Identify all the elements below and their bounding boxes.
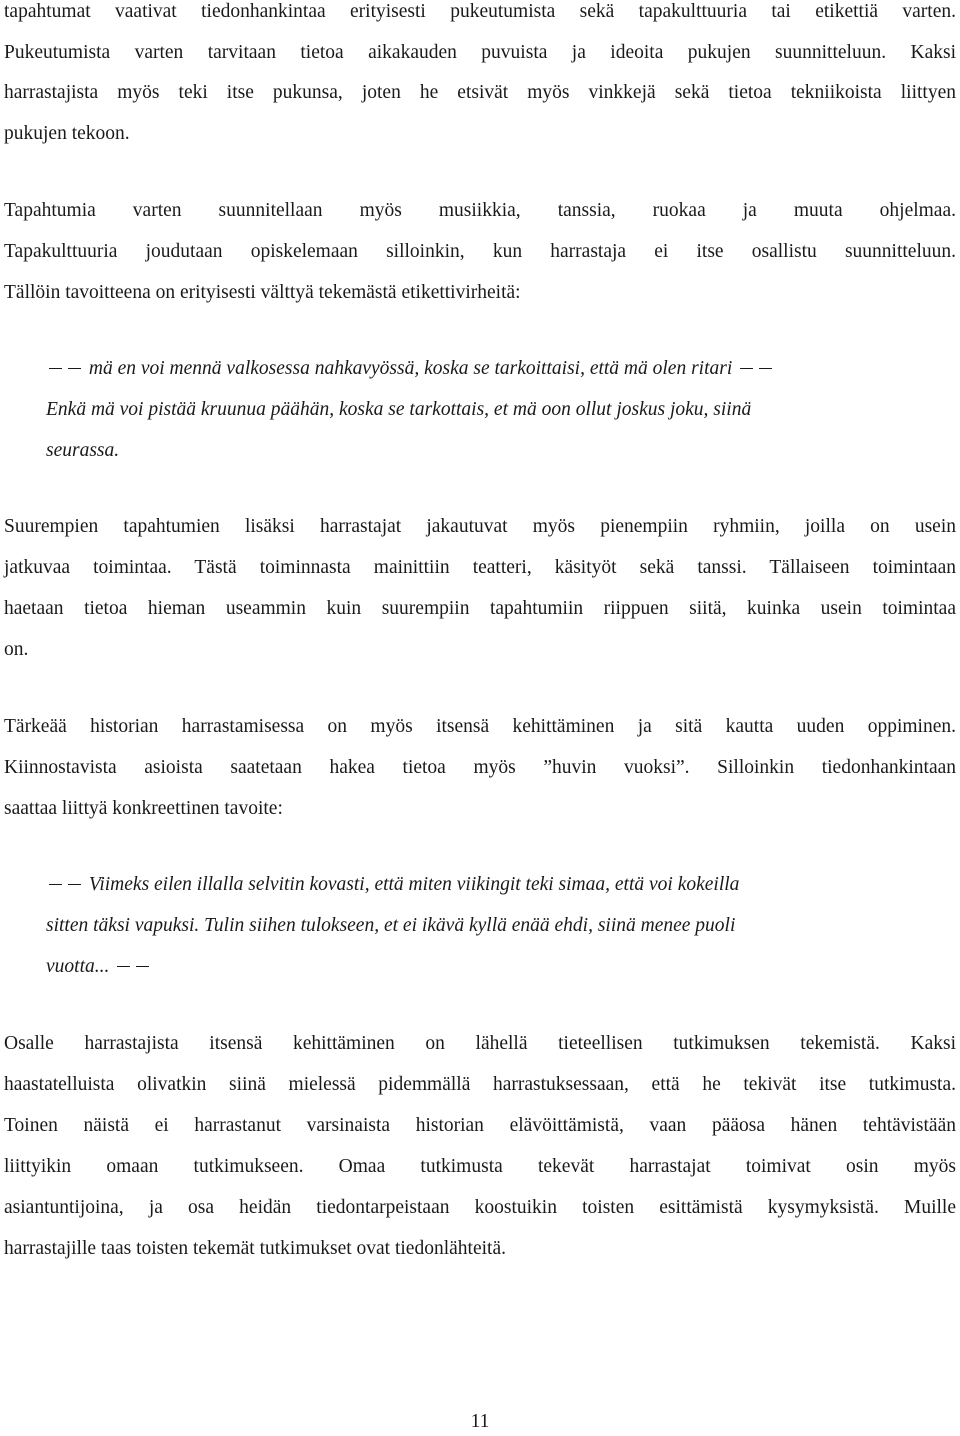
paragraph-1-line-1: tapahtumat vaativat tiedonhankintaa erityisesti pukeutumista sekä tapakulttuuria tai etikettiä varten. — [4, 1, 956, 22]
paragraph-5-line-3: Toinen näistä ei harrastanut varsinaista historian elävöittämistä, vaan pääosa hänen tehtävistään — [4, 1115, 956, 1136]
dash-mark — [136, 966, 149, 967]
paragraph-5-line-2: haastatelluista olivatkin siinä mielessä pidemmällä harrastuksessaan, että he tekivät itse tutkimusta. — [4, 1074, 956, 1095]
paragraph-3-line-4: on. — [4, 639, 29, 660]
page-number: 11 — [470, 1411, 490, 1432]
paragraph-3-line-3: haetaan tietoa hieman useammin kuin suurempiin tapahtumiin riippuen siitä, kuinka usein toimintaa — [4, 598, 956, 619]
paragraph-1-line-4: pukujen tekoon. — [4, 123, 130, 144]
paragraph-1-line-3: harrastajista myös teki itse pukunsa, joten he etsivät myös vinkkejä sekä tietoa tekniikoista liittyen — [4, 82, 956, 103]
dash-mark — [117, 966, 130, 967]
quote-2-line-1-text: Viimeks eilen illalla selvitin kovasti, että miten viikingit teki simaa, että voi kokeilla — [88, 874, 740, 895]
quote-1-line-3: seurassa. — [46, 440, 120, 461]
paragraph-1-line-2: Pukeutumista varten tarvitaan tietoa aikakauden puvuista ja ideoita pukujen suunnitteluun. Kaksi — [4, 42, 956, 63]
paragraph-3-line-1: Suurempien tapahtumien lisäksi harrastajat jakautuvat myös pienempiin ryhmiin, joilla on usein — [4, 516, 956, 537]
dash-mark — [49, 884, 62, 885]
dash-mark — [759, 368, 772, 369]
quote-1-line-2: Enkä mä voi pistää kruunua päähän, koska se tarkottais, et mä oon ollut joskus joku, siinä — [46, 399, 752, 420]
paragraph-3-line-2: jatkuvaa toimintaa. Tästä toiminnasta mainittiin teatteri, käsityöt sekä tanssi. Tällaiseen toimintaan — [4, 557, 956, 578]
paragraph-5-line-5: asiantuntijoina, ja osa heidän tiedontarpeistaan koostuikin toisten esittämistä kysymyksistä. Muille — [4, 1197, 956, 1218]
paragraph-2-line-1: Tapahtumia varten suunnitellaan myös musiikkia, tanssia, ruokaa ja muuta ohjelmaa. — [4, 200, 956, 221]
paragraph-5-line-1: Osalle harrastajista itsensä kehittäminen on lähellä tieteellisen tutkimuksen tekemistä. Kaksi — [4, 1033, 956, 1054]
quote-2-line-3 — [46, 955, 152, 979]
quote-2-line-2: sitten täksi vapuksi. Tulin siihen tulokseen, et ei ikävä kyllä enää ehdi, siinä menee puoli — [46, 915, 736, 936]
quote-2-line-3-text: vuotta... — [46, 956, 110, 977]
dash-mark — [68, 884, 81, 885]
paragraph-4-line-1: Tärkeää historian harrastamisessa on myös itsensä kehittäminen ja sitä kautta uuden oppiminen. — [4, 716, 956, 737]
quote-1-line-1 — [46, 357, 775, 381]
dash-mark — [49, 368, 62, 369]
paragraph-4-line-3: saattaa liittyä konkreettinen tavoite: — [4, 798, 283, 819]
paragraph-5-line-6: harrastajille taas toisten tekemät tutkimukset ovat tiedonlähteitä. — [4, 1238, 506, 1259]
paragraph-5-line-4: liittyikin omaan tutkimukseen. Omaa tutkimusta tekevät harrastajat toimivat osin myös — [4, 1156, 956, 1177]
paragraph-2-line-3: Tällöin tavoitteena on erityisesti välttyä tekemästä etikettivirheitä: — [4, 282, 521, 303]
paragraph-2-line-2: Tapakulttuuria joudutaan opiskelemaan silloinkin, kun harrastaja ei itse osallistu suunnitteluun. — [4, 241, 956, 262]
paragraph-4-line-2: Kiinnostavista asioista saatetaan hakea tietoa myös ”huvin vuoksi”. Silloinkin tiedonhankintaan — [4, 757, 956, 778]
quote-2-line-1 — [46, 873, 739, 897]
dash-mark — [68, 368, 81, 369]
dash-mark — [740, 368, 753, 369]
quote-1-line-1-text: mä en voi mennä valkosessa nahkavyössä, koska se tarkoittaisi, että mä olen ritari — [88, 358, 733, 379]
